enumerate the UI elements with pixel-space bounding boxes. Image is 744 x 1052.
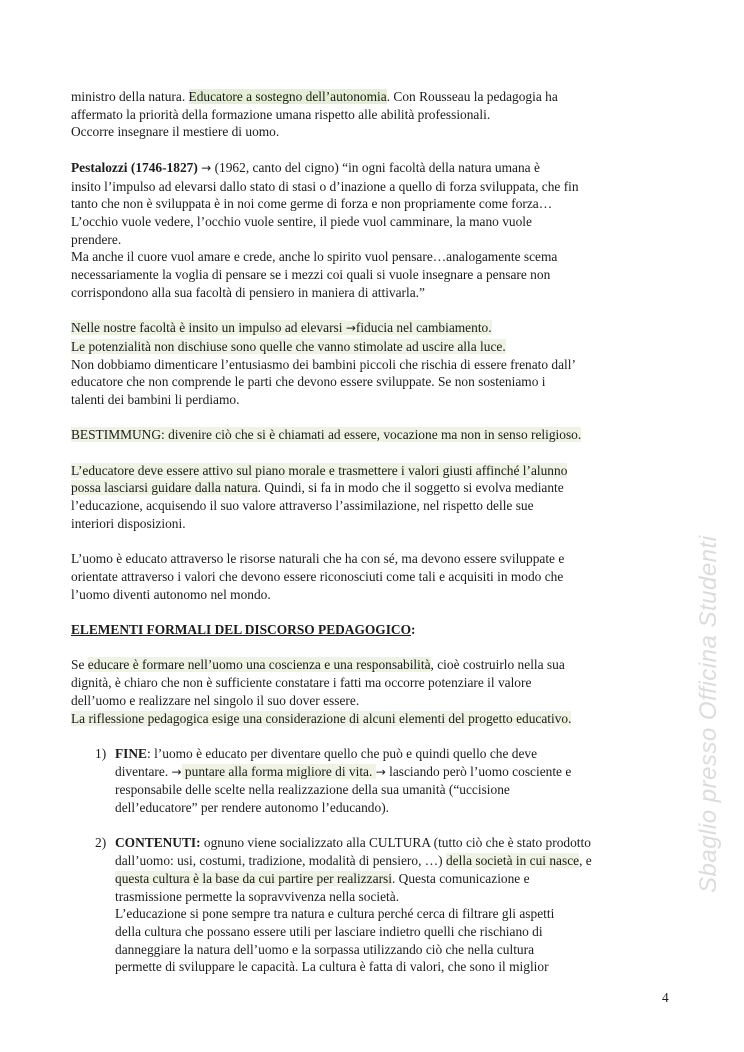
text-line: trasmissione permette la sopravvivenza nella società. xyxy=(115,888,400,904)
text-line: L’educatore deve essere attivo sul piano morale e trasmettere i valori giusti affinché l’alunno xyxy=(71,462,568,478)
text-line: CONTENUTI: ognuno viene socializzato alla CULTURA (tutto ciò che è stato prodotto xyxy=(115,835,591,851)
text-line: talenti dei bambini li perdiamo. xyxy=(71,391,240,407)
list-item-fine xyxy=(71,745,673,817)
text-line: affermato la priorità della formazione umana rispetto alle abilità professionali. xyxy=(71,106,491,122)
text-line: corrispondono alla sua facoltà di pensiero in maniera di attivarla.” xyxy=(71,284,425,300)
arrow-right-icon: → xyxy=(201,160,212,175)
text-line: diventare. → puntare alla forma migliore di vita. → lasciando però l’uomo cosciente e xyxy=(115,763,572,779)
paragraph-pestalozzi xyxy=(71,159,673,302)
text-line: dell’uomo e realizzare nel singolo il suo dover essere. xyxy=(71,692,360,708)
text-line: L’uomo è educato attraverso le risorse naturali che ha con sé, ma devono essere sviluppate e xyxy=(71,551,565,567)
list-label: FINE xyxy=(115,745,147,761)
text-line: La riflessione pedagogica esige una considerazione di alcuni elementi del progetto educativo. xyxy=(71,710,572,726)
text-line: prendere. xyxy=(71,231,122,247)
paragraph-bestimmung xyxy=(71,426,673,444)
text-line: interiori disposizioni. xyxy=(71,515,186,531)
page-number: 4 xyxy=(662,990,669,1005)
text-line: insito l’impulso ad elevarsi dallo stato di stasi o d’inazione a quello di forza sviluppata, che fin xyxy=(71,178,579,194)
paragraph-educatore xyxy=(71,462,673,533)
text-line: L’occhio vuole vedere, l’occhio vuole sentire, il piede vuol camminare, la mano vuole xyxy=(71,213,532,229)
text-line: della cultura che possano essere utili per lasciare indietro quelli che rischiano di xyxy=(115,923,543,939)
paragraph-educare xyxy=(71,656,673,727)
text-line: Pestalozzi (1746-1827) → (1962, canto del cigno) “in ogni facoltà della natura umana è xyxy=(71,159,540,175)
paragraph-uomo xyxy=(71,550,673,603)
text-line: possa lasciarsi guidare dalla natura. Quindi, si fa in modo che il soggetto si evolva mediante xyxy=(71,480,564,496)
heading-text: ELEMENTI FORMALI DEL DISCORSO PEDAGOGICO xyxy=(71,622,412,637)
paragraph-rousseau xyxy=(71,88,673,141)
text-line: dall’uomo: usi, costumi, tradizione, modalità di pensiero, …) della società in cui nasce, e xyxy=(115,853,592,869)
document-body xyxy=(71,88,673,994)
text-line: questa cultura è la base da cui partire per realizzarsi. Questa comunicazione e xyxy=(115,870,530,886)
list-number: 2) xyxy=(95,835,107,851)
text-line: Le potenzialità non dischiuse sono quelle che vanno stimolate ad uscire alla luce. xyxy=(71,338,506,354)
arrow-right-icon: → xyxy=(171,764,182,779)
text-line: responsabile delle scelte nella realizzazione della sua umanità (“uccisione xyxy=(115,782,510,798)
text-line: tanto che non è sviluppata è in noi come germe di forza e non propriamente come forza… xyxy=(71,196,553,212)
list-item-contenuti xyxy=(71,834,673,976)
pestalozzi-title: Pestalozzi (1746-1827) xyxy=(71,159,198,175)
text-line: dell’educatore” per rendere autonomo l’educando). xyxy=(115,800,389,815)
text-line: l’educazione, acquisendo il suo valore attraverso l’assimilazione, nel rispetto delle sue xyxy=(71,498,534,514)
text-line: BESTIMMUNG: divenire ciò che si è chiamati ad essere, vocazione ma non in senso religioso. xyxy=(71,427,582,443)
text-line: orientate attraverso i valori che devono essere riconosciuti come tali e acquisiti in modo che xyxy=(71,568,564,584)
text-line: Non dobbiamo dimenticare l’entusiasmo dei bambini piccoli che rischia di essere frenato dall’ xyxy=(71,356,576,372)
text-line: l’uomo diventi autonomo nel mondo. xyxy=(71,586,271,602)
text-line: danneggiare la natura dell’uomo e la sorpassa utilizzando ciò che nella cultura xyxy=(115,941,535,957)
arrow-right-icon: → xyxy=(375,764,386,779)
arrow-right-icon: → xyxy=(345,321,356,336)
text-line: necessariamente la voglia di pensare se i mezzi coi quali si vuole insegnare a pensare non xyxy=(71,267,551,283)
text-line: Occorre insegnare il mestiere di uomo. xyxy=(71,124,280,140)
section-heading: ELEMENTI FORMALI DEL DISCORSO PEDAGOGICO: xyxy=(71,622,416,637)
text-line: Ma anche il cuore vuol amare e crede, anche lo spirito vuol pensare…analogamente scema xyxy=(71,249,558,265)
text-line: L’educazione si pone sempre tra natura e cultura perché cerca di filtrare gli aspetti xyxy=(115,906,555,922)
text-line: ministro della natura. Educatore a sostegno dell’autonomia. Con Rousseau la pedagogia ha xyxy=(71,89,558,104)
text-line: Se educare è formare nell’uomo una coscienza e una responsabilità, cioè costruirlo nella sua xyxy=(71,657,565,673)
numbered-list xyxy=(71,745,673,976)
text-line: Nelle nostre facoltà è insito un impulso ad elevarsi →fiducia nel cambiamento. xyxy=(71,320,492,336)
text-line: permette di sviluppare le capacità. La cultura è fatta di valori, che sono il miglior xyxy=(115,959,549,975)
list-number: 1) xyxy=(95,745,107,761)
text-line: dignità, è chiaro che non è sufficiente constatare i fatti ma occorre potenziare il valore xyxy=(71,675,532,691)
list-label: CONTENUTI: xyxy=(115,835,201,851)
paragraph-facolta xyxy=(71,319,673,409)
text-line: FINE: l’uomo è educato per diventare quello che può e quindi quello che deve xyxy=(115,745,538,761)
watermark: Sbaglio presso Officina Studenti xyxy=(695,535,722,893)
text-line: educatore che non comprende le parti che devono essere sviluppate. Se non sosteniamo i xyxy=(71,374,546,390)
